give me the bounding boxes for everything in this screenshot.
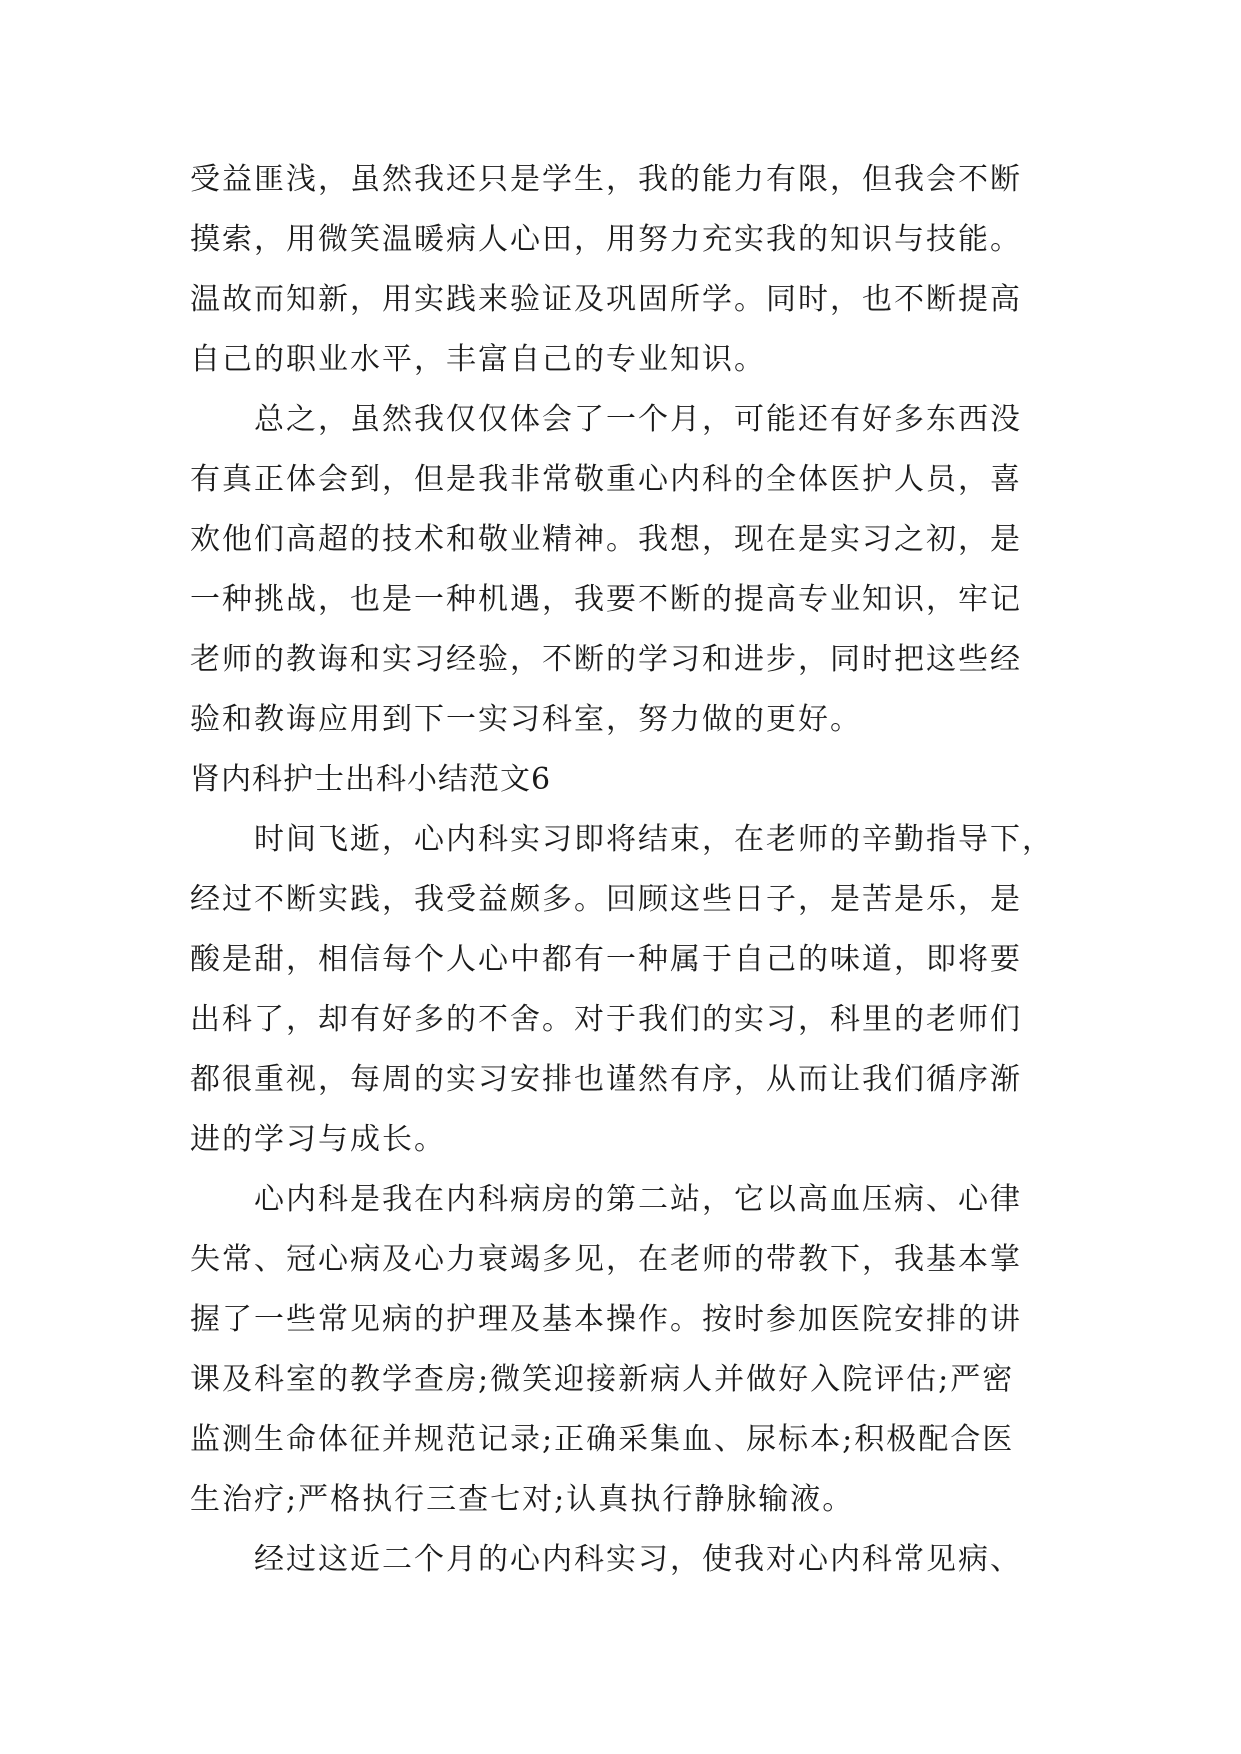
paragraph-line: 自己的职业水平，丰富自己的专业知识。 bbox=[190, 342, 766, 377]
paragraph-line: 欢他们高超的技术和敬业精神。我想，现在是实习之初，是 bbox=[190, 522, 1022, 557]
paragraph-line: 老师的教诲和实习经验，不断的学习和进步，同时把这些经 bbox=[190, 642, 1022, 677]
paragraph-line: 出科了，却有好多的不舍。对于我们的实习，科里的老师们 bbox=[190, 1002, 1022, 1037]
paragraph-line: 经过不断实践，我受益颇多。回顾这些日子，是苦是乐，是 bbox=[190, 882, 1022, 917]
paragraph-line: 都很重视，每周的实习安排也谨然有序，从而让我们循序渐 bbox=[190, 1062, 1022, 1097]
paragraph-line: 一种挑战，也是一种机遇，我要不断的提高专业知识，牢记 bbox=[190, 582, 1022, 617]
paragraph-first-line: 经过这近二个月的心内科实习，使我对心内科常见病、 bbox=[254, 1542, 1022, 1577]
paragraph-first-line: 总之，虽然我仅仅体会了一个月，可能还有好多东西没 bbox=[254, 402, 1022, 437]
paragraph-line: 握了一些常见病的护理及基本操作。按时参加医院安排的讲 bbox=[190, 1302, 1022, 1337]
paragraph-line: 监测生命体征并规范记录;正确采集血、尿标本;积极配合医 bbox=[190, 1422, 1015, 1457]
paragraph-line: 受益匪浅，虽然我还只是学生，我的能力有限，但我会不断 bbox=[190, 162, 1022, 197]
section-heading: 肾内科护士出科小结范文6 bbox=[190, 762, 552, 797]
paragraph-line: 酸是甜，相信每个人心中都有一种属于自己的味道，即将要 bbox=[190, 942, 1022, 977]
paragraph-line: 验和教诲应用到下一实习科室，努力做的更好。 bbox=[190, 702, 862, 737]
paragraph-line: 失常、冠心病及心力衰竭多见，在老师的带教下，我基本掌 bbox=[190, 1242, 1022, 1277]
document-body bbox=[190, 150, 1070, 1590]
paragraph-line: 有真正体会到，但是我非常敬重心内科的全体医护人员，喜 bbox=[190, 462, 1022, 497]
paragraph-line: 课及科室的教学查房;微笑迎接新病人并做好入院评估;严密 bbox=[190, 1362, 1015, 1397]
paragraph-line: 生治疗;严格执行三查七对;认真执行静脉输液。 bbox=[190, 1482, 855, 1517]
paragraph-line: 温故而知新，用实践来验证及巩固所学。同时，也不断提高 bbox=[190, 282, 1022, 317]
paragraph-line: 摸索，用微笑温暖病人心田，用努力充实我的知识与技能。 bbox=[190, 222, 1022, 257]
paragraph-first-line: 时间飞逝，心内科实习即将结束，在老师的辛勤指导下， bbox=[254, 822, 1054, 857]
paragraph-line: 进的学习与成长。 bbox=[190, 1122, 446, 1157]
paragraph-first-line: 心内科是我在内科病房的第二站，它以高血压病、心律 bbox=[254, 1182, 1022, 1217]
